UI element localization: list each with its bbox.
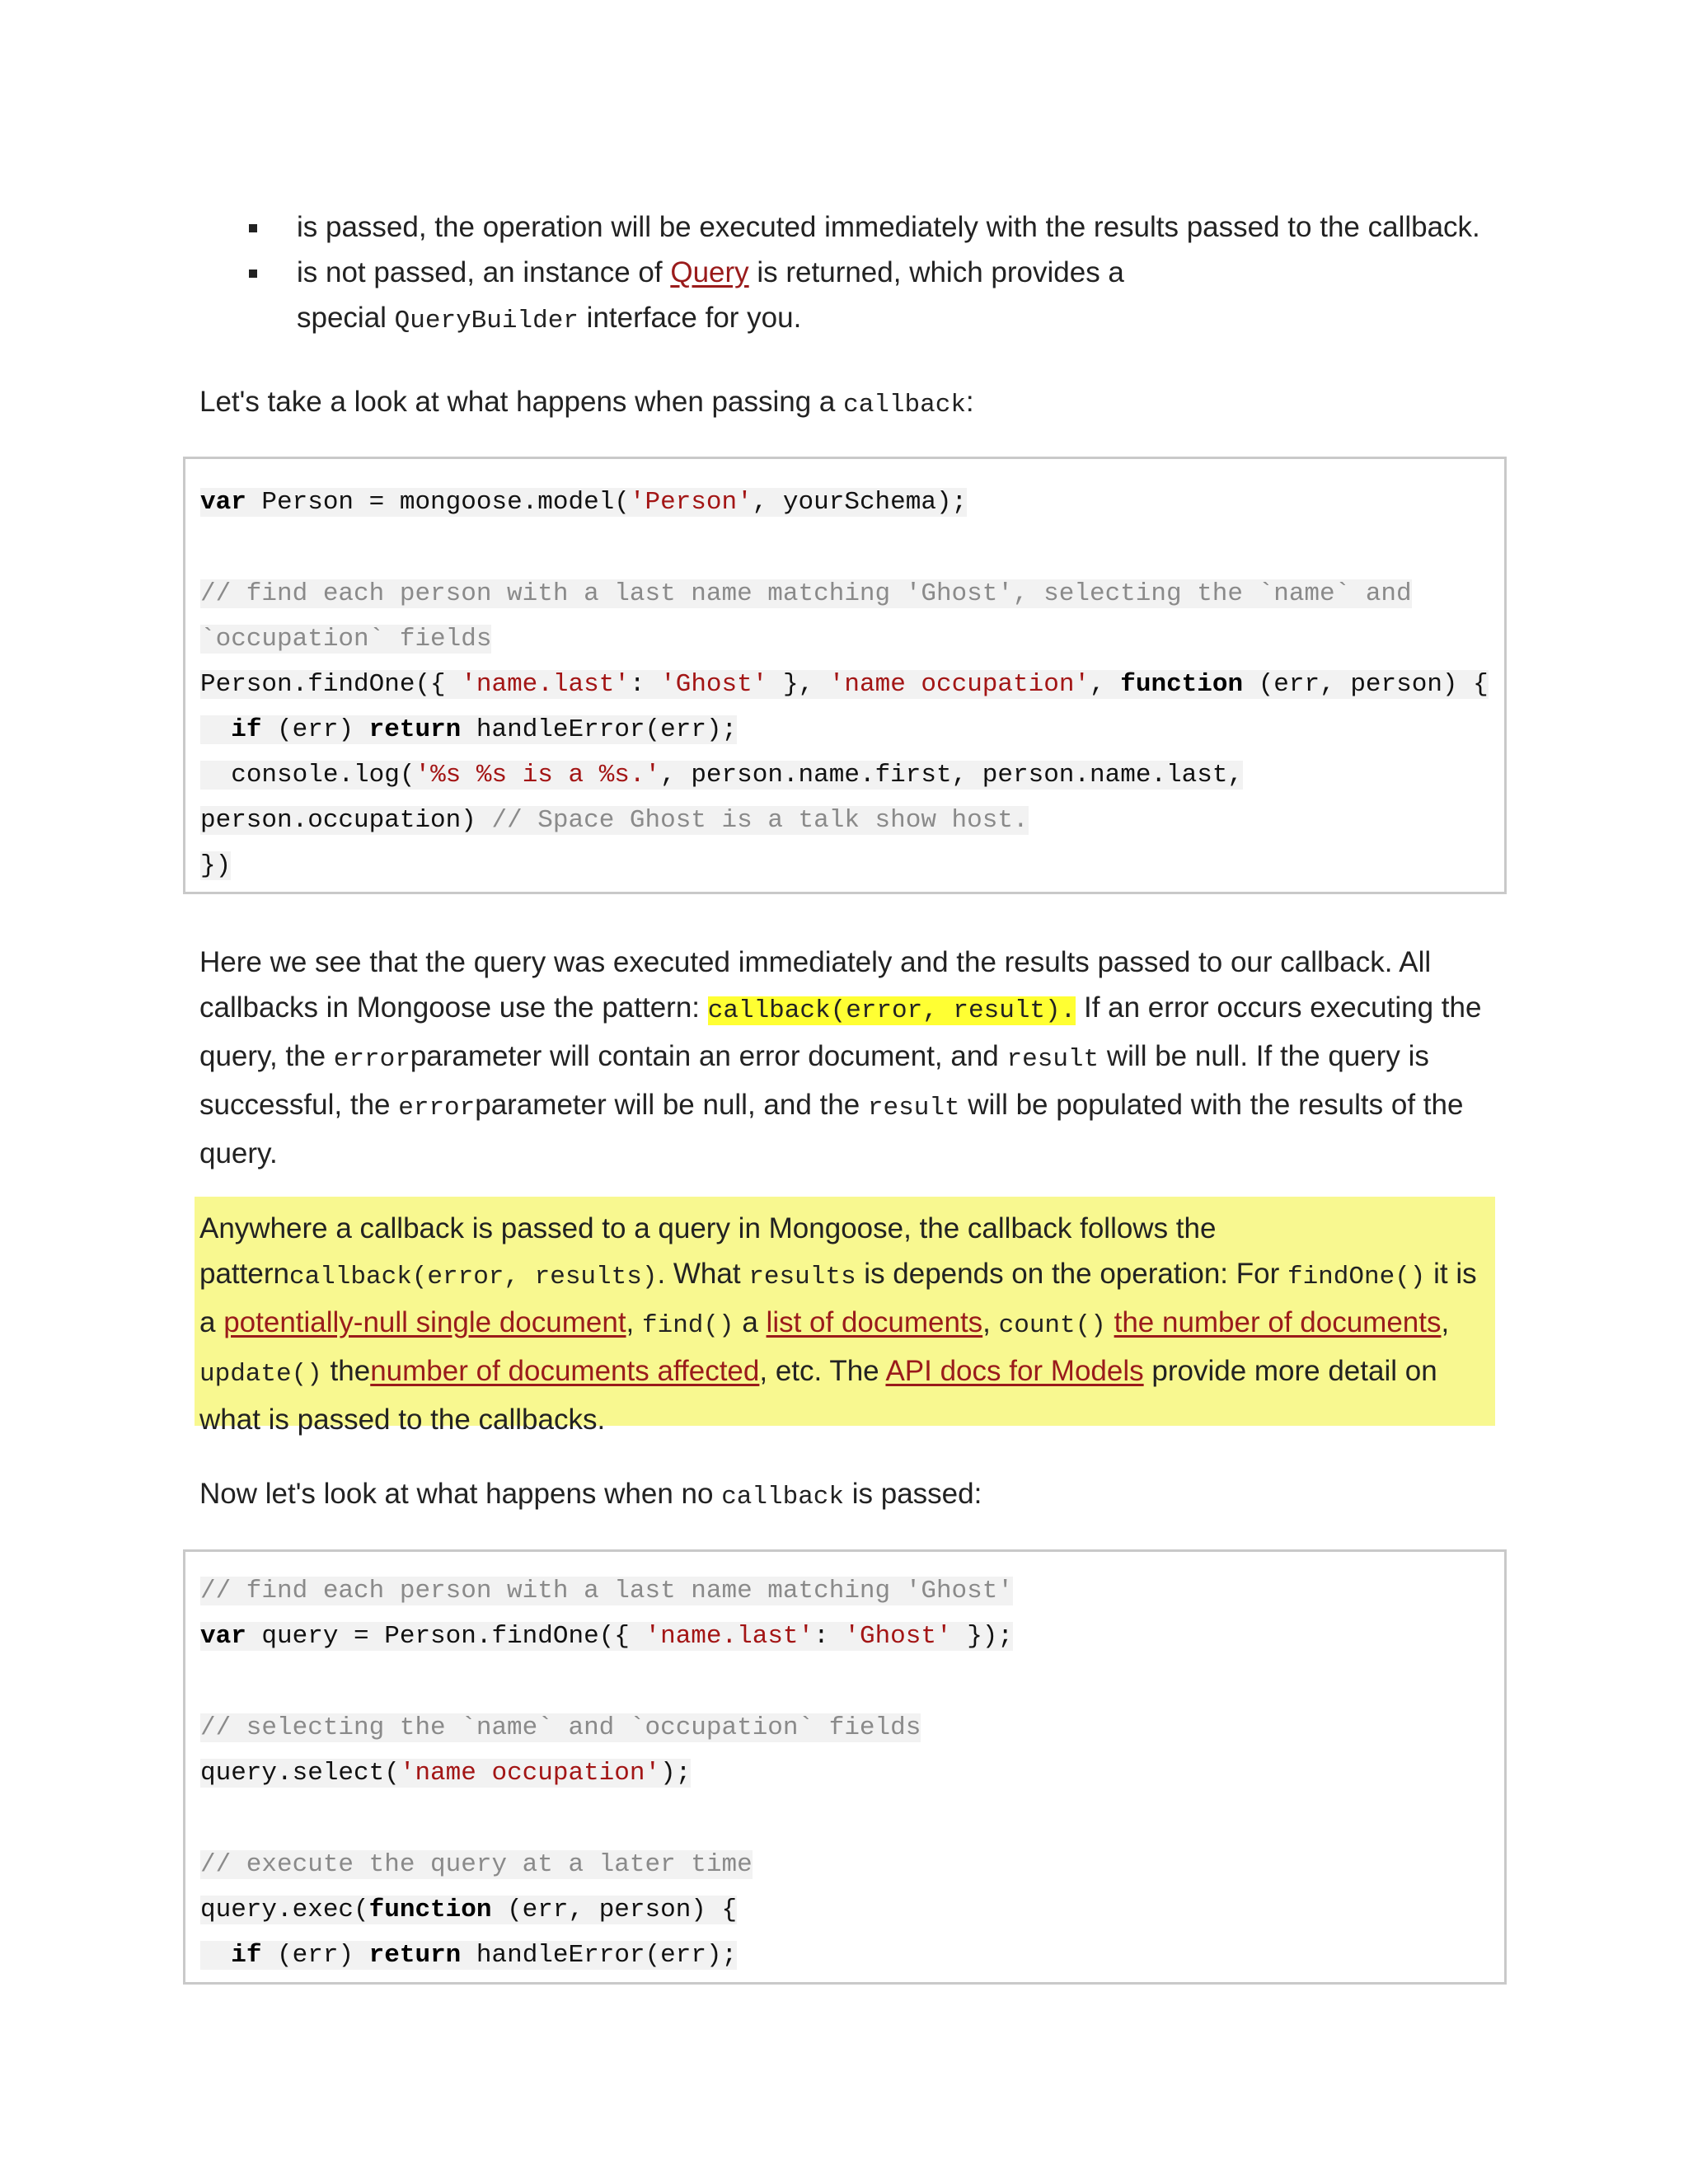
intro-paragraph: Let's take a look at what happens when passing a callback: <box>199 386 974 419</box>
code-line: Person.findOne({ 'name.last': 'Ghost' }, 'name occupation', function (err, person) { <box>200 670 1489 699</box>
code-line: var Person = mongoose.model('Person', yourSchema); <box>200 488 968 517</box>
inline-code: QueryBuilder <box>394 307 579 335</box>
code-line: query.select('name occupation'); <box>200 1759 692 1788</box>
inline-code: count() <box>998 1311 1106 1340</box>
query-link[interactable]: Query <box>670 256 749 288</box>
code-line: person.occupation) // Space Ghost is a talk show host. <box>200 806 1029 835</box>
code-line: console.log('%s %s is a %s.', person.name.first, person.name.last, <box>200 754 1243 797</box>
number-of-documents-link[interactable]: the number of documents <box>1114 1306 1442 1338</box>
bullet-list <box>247 204 1533 344</box>
code-comment: // selecting the `name` and `occupation` fields <box>200 1713 921 1742</box>
api-docs-models-link[interactable]: API docs for Models <box>885 1355 1144 1387</box>
bullet-text: special <box>297 302 395 334</box>
code-line: }) <box>200 851 232 880</box>
bullet-icon <box>249 224 257 232</box>
inline-code: findOne() <box>1287 1263 1426 1291</box>
single-document-link[interactable]: potentially-null single document <box>223 1306 626 1338</box>
code-comment: // find each person with a last name matching 'Ghost', selecting the `name` and <box>200 579 1412 608</box>
code-line: if (err) return handleError(err); <box>200 1934 737 1977</box>
inline-code: result <box>1006 1045 1100 1074</box>
bullet-text: interface for you. <box>578 302 802 334</box>
code-line: var query = Person.findOne({ 'name.last': 'Ghost' }); <box>200 1622 1014 1651</box>
highlighted-code: callback(error, result). <box>707 996 1076 1025</box>
list-item <box>247 250 1533 344</box>
list-item <box>247 204 1533 250</box>
bullet-text: is passed, the operation will be executed immediately with the results passed to the callback. <box>297 211 1480 243</box>
list-of-documents-link[interactable]: list of documents <box>766 1306 983 1338</box>
bullet-text: is not passed, an instance of <box>297 256 671 288</box>
bullet-text: is returned, which provides a <box>748 256 1124 288</box>
inline-code: callback <box>843 391 966 419</box>
inline-code: result <box>867 1094 960 1122</box>
explanation-paragraph: Here we see that the query was executed immediately and the results passed to our callback. All callbacks in Mongoose use the pattern: callback(error, result). If an error occurs executing the query, the errorparameter will contain an error document, and result will be null. If the query is successful, the errorparameter will be null, and the result will be populated with the results of the query. <box>199 946 1482 1169</box>
inline-code: update() <box>199 1360 322 1389</box>
callout-paragraph: Anywhere a callback is passed to a query in Mongoose, the callback follows the patterncallback(error, results). What results is depends on the operation: For findOne() it is a potentially-null single document, find() a list of documents, count() the number of documents, update() thenumber of documents affected, etc. The API docs for Models provide more detail on what is passed to the callbacks. <box>199 1212 1477 1436</box>
code-comment: // execute the query at a later time <box>200 1850 753 1879</box>
inline-code: callback(error, results) <box>288 1263 658 1291</box>
documents-affected-link[interactable]: number of documents affected <box>370 1355 760 1387</box>
code-line: query.exec(function (err, person) { <box>200 1896 738 1924</box>
inline-code: results <box>748 1263 856 1291</box>
code-comment: `occupation` fields <box>200 625 492 654</box>
bullet-icon <box>249 269 257 278</box>
code-block <box>183 457 1507 894</box>
inline-code: find() <box>642 1311 734 1340</box>
inline-code: error <box>333 1045 410 1074</box>
code-line: if (err) return handleError(err); <box>200 709 737 752</box>
inline-code: error <box>398 1094 476 1122</box>
code-block <box>183 1549 1507 1985</box>
inline-code: callback <box>721 1483 845 1511</box>
intro-paragraph: Now let's look at what happens when no callback is passed: <box>199 1478 982 1511</box>
code-comment: // find each person with a last name matching 'Ghost' <box>200 1577 1013 1605</box>
